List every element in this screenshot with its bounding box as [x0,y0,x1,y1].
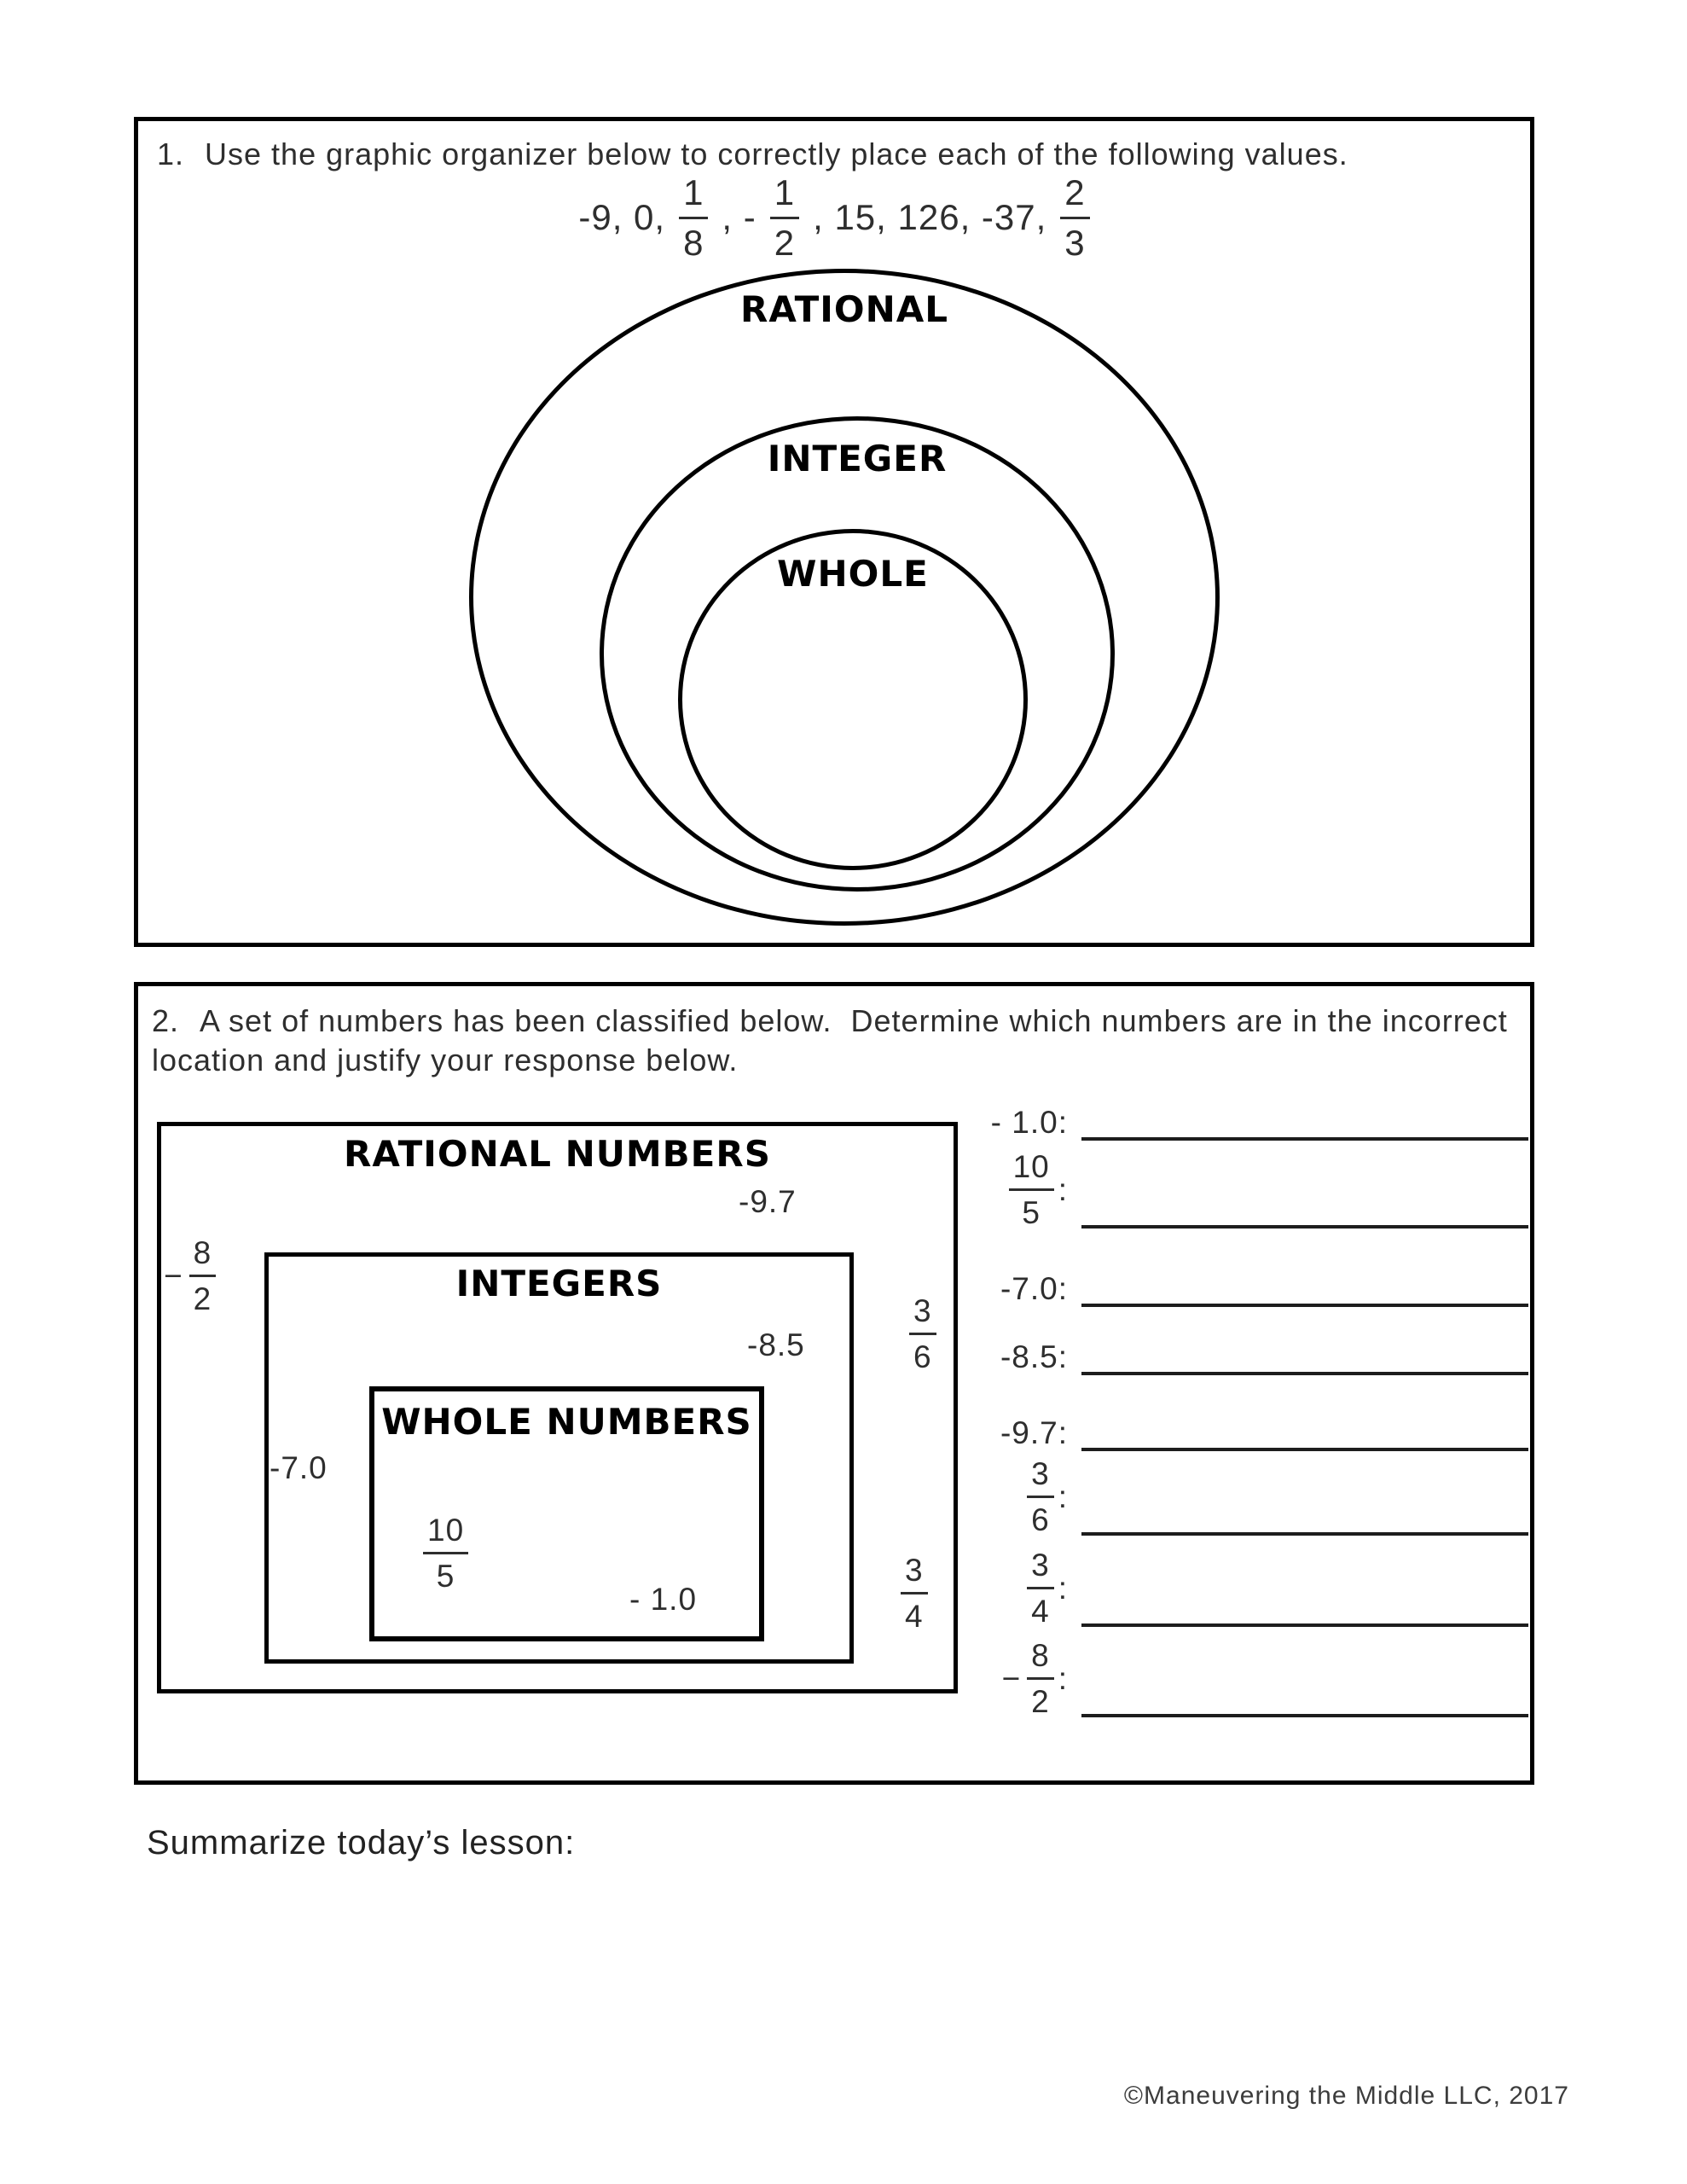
answer-row-3over6 [972,1458,1528,1536]
answer-row-3over4 [972,1549,1528,1627]
diagram-value-neg9point7: -9.7 [739,1184,797,1219]
fraction-3-4 [901,1554,928,1632]
answer-label-text: - 1.0: [990,1105,1068,1140]
fraction-denominator: 2 [193,1281,212,1316]
answer-colon: : [1058,1660,1068,1696]
value-token: , 15, 126, -37, [813,197,1047,237]
fraction-3-4 [1027,1549,1054,1627]
integer-ring-label: INTEGER [767,438,948,479]
fraction-denominator: 8 [683,222,704,263]
fraction-denominator: 4 [905,1599,924,1634]
answer-label [972,1339,1068,1375]
fraction-numerator: 3 [1031,1456,1050,1491]
question1-values-line [134,171,1534,264]
diagram-value-neg7point0: -7.0 [270,1450,328,1485]
fraction-denominator: 6 [1031,1502,1050,1537]
answer-colon: : [1058,1478,1068,1514]
diagram-value-neg8over2 [164,1237,216,1315]
fraction-numerator: 8 [1031,1638,1050,1673]
answer-colon: : [1058,1570,1068,1606]
diagram-value-10over5 [423,1514,468,1592]
fraction-denominator: 6 [913,1339,932,1374]
answer-row-neg8over2 [972,1640,1528,1717]
answer-blank-line[interactable] [1081,1130,1528,1141]
question2-prompt [152,1002,1516,1080]
answer-blank-line[interactable] [1081,1365,1528,1375]
answer-label-text: -7.0: [1000,1271,1068,1306]
diagram-value-3over6 [909,1295,936,1373]
answer-label-text: -8.5: [1000,1339,1068,1374]
minus-sign: − [1001,1660,1022,1696]
whole-ring-label: WHOLE [777,553,929,595]
fraction-8-2 [189,1237,217,1315]
answer-blank-line[interactable] [1081,1441,1528,1451]
whole-numbers-title: WHOLE NUMBERS [381,1401,752,1443]
copyright-footer: ©Maneuvering the Middle LLC, 2017 [1123,2082,1569,2110]
question1-prompt-text: Use the graphic organizer below to correctly place each of the following values. [205,136,1348,171]
fraction-denominator: 5 [1022,1195,1041,1230]
fraction-numerator: 1 [774,171,796,212]
answer-blank-line[interactable] [1081,1297,1528,1307]
fraction-numerator: 10 [427,1513,465,1548]
value-token: -9, 0, [578,197,666,237]
answer-blank-line[interactable] [1081,1525,1528,1536]
question2-prompt-text: A set of numbers has been classified below. Determine which numbers are in the incorrect location and justify your response below. [152,1003,1517,1077]
fraction-numerator: 3 [1031,1548,1050,1583]
fraction-denominator: 2 [1031,1684,1050,1719]
fraction-3-6 [909,1295,936,1373]
answer-colon: : [1058,1171,1068,1207]
fraction-denominator: 3 [1064,222,1086,263]
diagram-value-3over4 [901,1554,928,1632]
fraction-one-eighth [679,171,708,263]
fraction-3-6 [1027,1458,1054,1536]
fraction-one-half [770,171,799,263]
answer-label [972,1105,1068,1141]
answer-label [972,1549,1068,1627]
fraction-8-2 [1027,1640,1054,1717]
value-token: , - [722,197,757,237]
answer-blank-line[interactable] [1081,1707,1528,1717]
question1-prompt [157,135,1504,174]
diagram-value-neg1point0: - 1.0 [629,1582,698,1617]
answer-label [972,1458,1068,1536]
answer-blank-line[interactable] [1081,1617,1528,1627]
answer-blank-line[interactable] [1081,1218,1528,1228]
fraction-numerator: 3 [913,1293,932,1328]
answer-label [972,1271,1068,1307]
minus-sign: − [164,1258,183,1293]
answer-label-text: -9.7: [1000,1415,1068,1450]
diagram-value-neg8point5: -8.5 [747,1327,805,1362]
answer-row-neg8point5 [972,1339,1528,1375]
answer-label [972,1151,1068,1228]
fraction-numerator: 2 [1064,171,1086,212]
fraction-numerator: 3 [905,1553,924,1588]
fraction-numerator: 8 [193,1235,212,1270]
answer-row-10over5 [972,1151,1528,1228]
integers-title: INTEGERS [455,1263,663,1304]
fraction-10-5 [1009,1151,1054,1228]
answer-row-neg7point0 [972,1271,1528,1307]
question2-number: 2. [152,1003,180,1038]
answer-row-neg9point7 [972,1415,1528,1451]
fraction-denominator: 2 [774,222,796,263]
fraction-denominator: 4 [1031,1594,1050,1629]
question1-number: 1. [157,136,185,171]
summary-writing-area[interactable] [147,1877,1528,2048]
fraction-denominator: 5 [436,1559,455,1594]
fraction-numerator: 1 [683,171,704,212]
answer-label [972,1640,1068,1717]
fraction-two-thirds [1060,171,1089,263]
rational-ring-label: RATIONAL [740,288,948,330]
summarize-label: Summarize today’s lesson: [147,1824,576,1862]
fraction-10-5 [423,1514,468,1592]
rational-numbers-title: RATIONAL NUMBERS [344,1133,771,1175]
answer-row-neg1point0 [972,1105,1528,1141]
answer-label [972,1415,1068,1451]
fraction-numerator: 10 [1012,1149,1050,1184]
